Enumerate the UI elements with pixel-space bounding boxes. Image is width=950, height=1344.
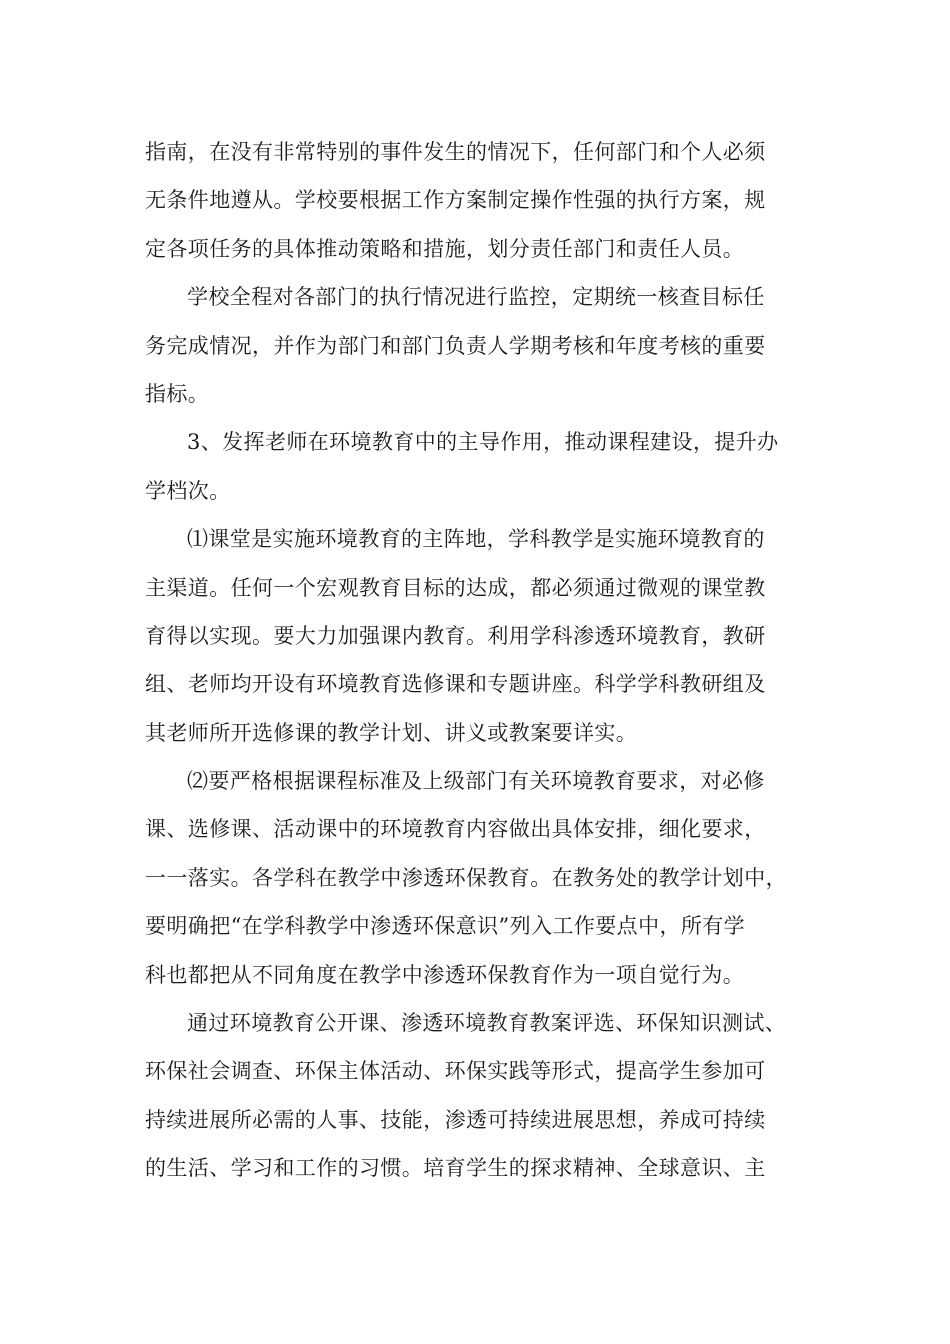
text-line: 组、老师均开设有环境教育选修课和专题讲座。科学学科教研组及 (145, 672, 766, 697)
text-line: 育得以实现。要大力加强课内教育。利用学科渗透环境教育，教研 (145, 623, 766, 648)
text-line: ⑵要严格根据课程标准及上级部门有关环境教育要求，对必修 (187, 769, 765, 794)
text-line: 学档次。 (145, 478, 231, 503)
text-line: 要明确把“在学科教学中渗透环保意识”列入工作要点中，所有学 (145, 914, 746, 939)
text-line: 的生活、学习和工作的习惯。培育学生的探求精神、全球意识、主 (145, 1156, 766, 1181)
text-line: 通过环境教育公开课、渗透环境教育教案评选、环保知识测试、 (187, 1011, 787, 1036)
body-text (145, 128, 825, 1193)
text-line: 指南，在没有非常特别的事件发生的情况下，任何部门和个人必须 (145, 140, 766, 164)
text-line: 主渠道。任何一个宏观教育目标的达成，都必须通过微观的课堂教 (145, 575, 766, 600)
text-line: 其老师所开选修课的教学计划、讲义或教案要详实。 (145, 720, 638, 745)
text-line: 指标。 (145, 381, 210, 406)
text-line: 科也都把从不同角度在教学中渗透环保教育作为一项自觉行为。 (145, 962, 745, 987)
text-line: 3、发挥老师在环境教育中的主导作用，推动课程建设，提升办 (187, 430, 779, 455)
text-line: ⑴课堂是实施环境教育的主阵地，学科教学是实施环境教育的 (187, 527, 765, 552)
text-line: 学校全程对各部门的执行情况进行监控，定期统一核查目标任 (187, 285, 765, 310)
text-line: 持续进展所必需的人事、技能，渗透可持续进展思想，养成可持续 (145, 1107, 766, 1132)
text-line: 务完成情况，并作为部门和部门负责人学期考核和年度考核的重要 (145, 333, 766, 358)
text-line: 定各项任务的具体推动策略和措施，划分责任部门和责任人员。 (145, 236, 745, 261)
text-line: 环保社会调查、环保主体活动、环保实践等形式，提高学生参加可 (145, 1059, 766, 1084)
text-line: 无条件地遵从。学校要根据工作方案制定操作性强的执行方案，规 (145, 188, 766, 213)
text-line: 一一落实。各学科在教学中渗透环保教育。在教务处的教学计划中， (145, 865, 787, 890)
text-line: 课、选修课、活动课中的环境教育内容做出具体安排，细化要求， (145, 817, 766, 842)
